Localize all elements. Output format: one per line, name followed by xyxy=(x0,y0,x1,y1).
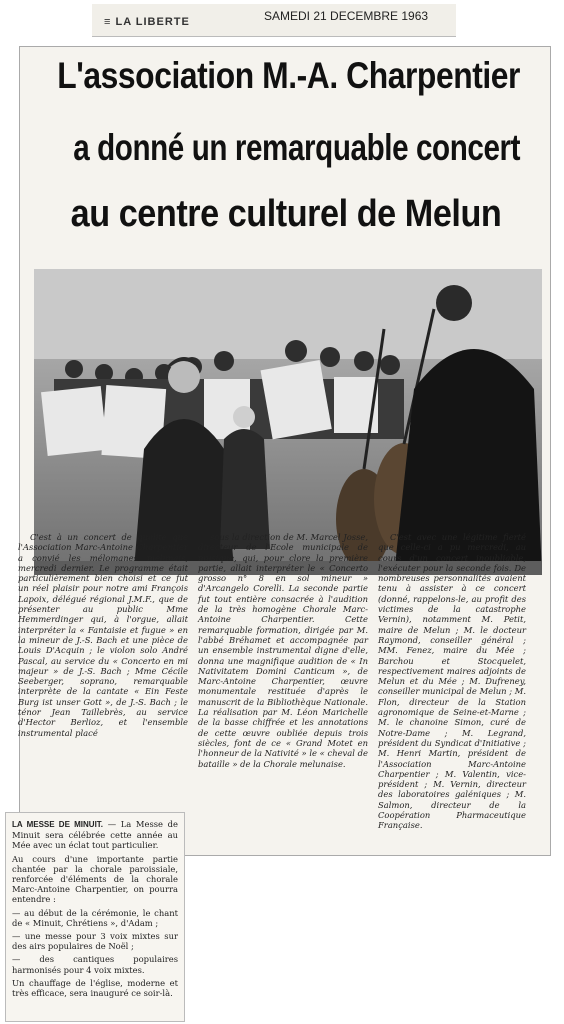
article-column-1 xyxy=(18,532,188,738)
sidebox-p4: — une messe pour 3 voix mixtes sur des airs populaires de Noël ; xyxy=(12,931,178,952)
column-3-text: C'est avec une légitime fierté que celle-ci a pu mercredi, au cours d'un concert inoubliable, l'exécuter pour la seconde fois. De nombreuses personnalités avaient tenu à assister à ce concert (donné, rappelons-le, au profit des victimes de la catastrophe Vernin), notamment M. Petit, maire de Melun ; M. le docteur Raymond, conseiller général ; MM. Fenez, maire du Mée ; Barchou et Stocquelet, respectivement maires adjoints de Melun et du Mée ; M. Dufreney, conseiller municipal de Melun ; M. Flon, directeur de la Station agronomique de Seine-et-Marne ; M. le chanoine Simon, curé de Notre-Dame ; M. Legrand, président du Syndicat d'Initiative ; M. Henri Martin, président de l'Association Marc-Antoine Charpentier ; M. Valentin, vice-président ; M. Vernin, directeur des laboratoires galéniques ; M. Salmon, directeur de la Coopération Pharmaceutique Française. xyxy=(378,532,526,831)
sidebox-p3: — au début de la cérémonie, le chant de « Minuit, Chrétiens », d'Adam ; xyxy=(12,907,178,928)
headline-line-2: a donné un remarquable concert xyxy=(73,127,521,168)
headline-line-1: L'association M.-A. Charpentier xyxy=(57,55,521,96)
midnight-mass-box xyxy=(5,812,185,1022)
orchestra-photo xyxy=(34,269,542,575)
sidebox-intro: — La Messe de Minuit sera célébrée cette année au Mée avec un éclat tout particulier. xyxy=(12,819,178,851)
sidebox-p2: Au cours d'une importante partie chantée par la chorale paroissiale, renforcée d'éléments de la chorale Marc-Antoine Charpentier, on pourra entendre : xyxy=(12,853,178,905)
orchestra-photo-icon xyxy=(34,269,542,575)
masthead xyxy=(92,4,456,37)
headline-line-3: au centre culturel de Melun xyxy=(70,193,502,235)
sidebox-p5: — des cantiques populaires harmonisés pour 4 voix mixtes. xyxy=(12,954,178,975)
article-column-3 xyxy=(378,532,526,831)
column-1-text: C'est à un concert de qualité que l'Association Marc-Antoine Charpentier a convié les mélomanes melunais, mercredi dernier. Le programme était particulièrement bien choisi et ce fut un réel plaisir pour notre ami François Lapoix, délégué régional J.M.F., que de présenter au public Mme Hemmerdinger qui, à l'orgue, allait interpréter la « Fantaisie et fugue » en la mineur de J.-S. Bach et une pièce de Louis D'Acquin ; le violon solo André Pascal, au service du « Concerto en mi majeur » de J.-S. Bach ; Mme Cécile Seeberger, soprano, remarquable interprète de la cantate « Ein Feste Burg ist unser Gott », de J.-S. Bach ; le ténor Jean Taillebrès, au service d'Hector Berlioz, et l'ensemble instrumental placé xyxy=(18,532,188,738)
article-column-2 xyxy=(198,532,368,769)
column-2-text: sous la direction de M. Marcel Josse, directeur de l'Ecole municipale de musique, qui, pour clore la première partie, allait interpréter le « Concerto grosso n° 8 en sol mineur » d'Arcangelo Corelli. La seconde partie fut tout entière consacrée à l'audition de la très homogène Chorale Marc-Antoine Charpentier. Cette remarquable formation, dirigée par M. l'abbé Bréhamet et accompagnée par un ensemble instrumental digne d'elle, donna une magnifique audition de « In Nativitatem Domini Canticum », de Marc-Antoine Charpentier, œuvre monumentale restituée d'après le manuscrit de la Bibliothèque Nationale. La réalisation par M. Léon Marichelle de la basse chiffrée et les annotations de cette œuvre oubliée depuis trois siècles, font de ce « Grand Motet en l'honneur de la Nativité » le « cheval de bataille » de la Chorale melunaise. xyxy=(198,532,368,769)
sidebox-title: LA MESSE DE MINUIT. xyxy=(12,820,104,829)
newspaper-name: ≡ LA LIBERTE xyxy=(104,16,190,28)
newspaper-date: SAMEDI 21 DECEMBRE 1963 xyxy=(264,9,429,23)
sidebox-p6: Un chauffage de l'église, moderne et très efficace, sera inauguré ce soir-là. xyxy=(12,977,178,999)
sidebox-p1 xyxy=(12,819,178,851)
